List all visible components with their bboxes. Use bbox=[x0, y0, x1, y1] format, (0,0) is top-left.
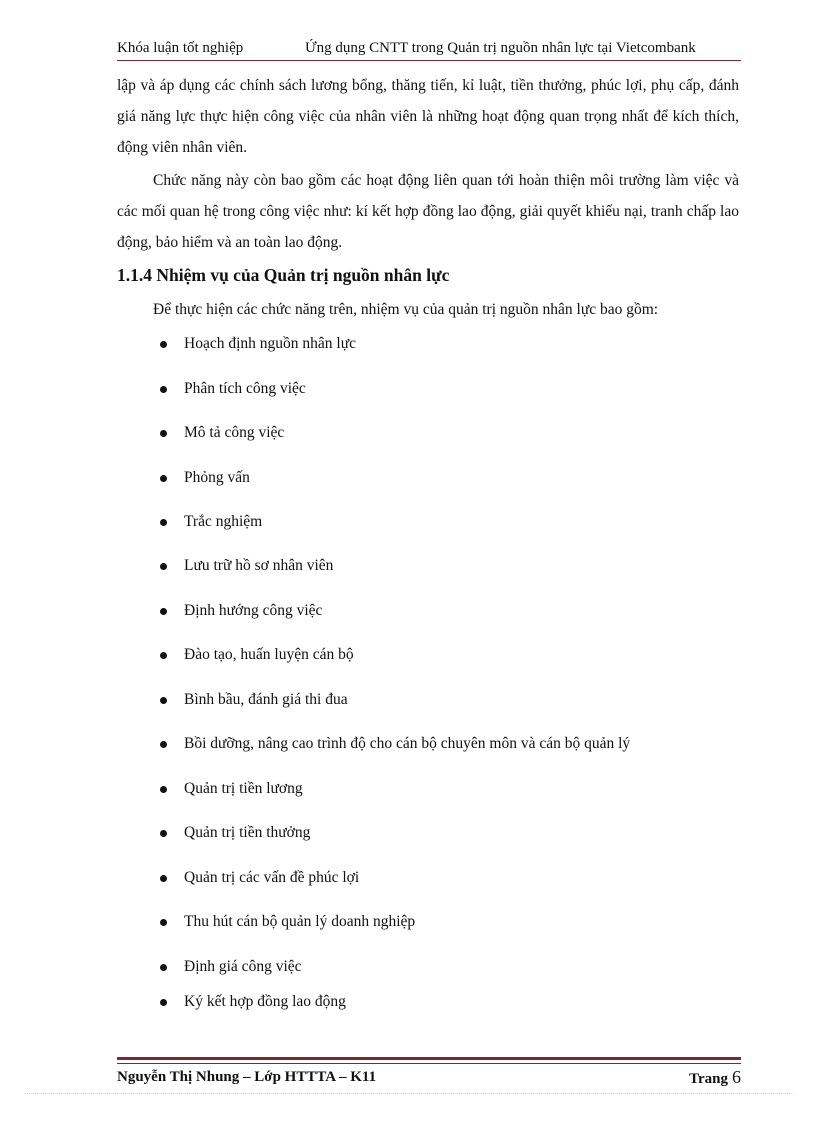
paragraph-continued: lập và áp dụng các chính sách lương bổng, thăng tiến, kỉ luật, tiền thưởng, phúc lợi, phụ cấp, đánh giá năng lực thực hiện công việc của nhân viên là những hoạt động quan trọng nhất để kích thích, động viên nhân viên. bbox=[117, 77, 739, 156]
bullet-icon bbox=[160, 430, 167, 437]
list-item bbox=[160, 989, 760, 1015]
header-thesis-label: Khóa luận tốt nghiệp bbox=[117, 40, 244, 56]
bullet-icon bbox=[160, 964, 167, 971]
list-item bbox=[160, 465, 760, 491]
list-item bbox=[160, 820, 760, 846]
bullet-icon bbox=[160, 386, 167, 393]
list-item-label: Hoạch định nguồn nhân lực bbox=[184, 335, 356, 352]
list-item bbox=[160, 553, 760, 579]
footer-divider-thick bbox=[117, 1057, 741, 1060]
list-item-label: Ký kết hợp đồng lao động bbox=[184, 993, 346, 1010]
bullet-icon bbox=[160, 475, 167, 482]
list-item bbox=[160, 331, 760, 357]
list-item-label: Phỏng vấn bbox=[184, 469, 250, 486]
header-divider bbox=[117, 60, 741, 61]
list-item-label: Đào tạo, huấn luyện cán bộ bbox=[184, 646, 354, 663]
list-item bbox=[160, 776, 760, 802]
list-item-label: Quản trị tiền lương bbox=[184, 780, 303, 797]
list-item-label: Lưu trữ hồ sơ nhân viên bbox=[184, 557, 334, 574]
list-item-label: Định giá công việc bbox=[184, 958, 302, 975]
list-item bbox=[160, 420, 760, 446]
page-header bbox=[117, 38, 741, 60]
bullet-icon bbox=[160, 830, 167, 837]
bullet-icon bbox=[160, 875, 167, 882]
list-item-label: Bồi dưỡng, nâng cao trình độ cho cán bộ chuyên môn và cán bộ quản lý bbox=[184, 735, 631, 752]
bullet-icon bbox=[160, 786, 167, 793]
list-item bbox=[160, 642, 760, 668]
list-item bbox=[160, 731, 760, 757]
page-bottom-border bbox=[24, 1093, 794, 1094]
list-item-label: Quản trị tiền thưởng bbox=[184, 824, 311, 841]
page-footer bbox=[117, 1066, 741, 1090]
list-item bbox=[160, 909, 760, 935]
list-item bbox=[160, 598, 760, 624]
bullet-icon bbox=[160, 919, 167, 926]
list-item-label: Bình bầu, đánh giá thi đua bbox=[184, 691, 348, 708]
list-item bbox=[160, 376, 760, 402]
bullet-icon bbox=[160, 652, 167, 659]
list-item bbox=[160, 954, 760, 980]
paragraph-function-scope: Chức năng này còn bao gồm các hoạt động liên quan tới hoàn thiện môi trường làm việc và các mối quan hệ trong công việc như: kí kết hợp đồng lao động, giải quyết khiếu nại, tranh chấp lao động, bảo hiểm và an toàn lao động. bbox=[117, 172, 739, 251]
footer-page-label: Trang bbox=[689, 1071, 728, 1087]
bullet-icon bbox=[160, 608, 167, 615]
list-item-label: Phân tích công việc bbox=[184, 380, 306, 397]
list-item-label: Định hướng công việc bbox=[184, 602, 323, 619]
footer-page bbox=[689, 1066, 741, 1090]
list-item bbox=[160, 509, 760, 535]
bullet-icon bbox=[160, 697, 167, 704]
list-item-label: Thu hút cán bộ quản lý doanh nghiệp bbox=[184, 913, 416, 930]
list-item bbox=[160, 865, 760, 891]
header-thesis-title: Ứng dụng CNTT trong Quản trị nguồn nhân lực tại Vietcombank bbox=[305, 40, 696, 56]
bullet-icon bbox=[160, 519, 167, 526]
list-item-label: Trắc nghiệm bbox=[184, 513, 263, 530]
bullet-icon bbox=[160, 563, 167, 570]
section-intro: Để thực hiện các chức năng trên, nhiệm vụ của quản trị nguồn nhân lực bao gồm: bbox=[153, 301, 659, 318]
footer-page-number: 6 bbox=[732, 1067, 741, 1087]
bullet-icon bbox=[160, 341, 167, 348]
bullet-icon bbox=[160, 999, 167, 1006]
footer-author: Nguyễn Thị Nhung – Lớp HTTTA – K11 bbox=[117, 1069, 377, 1085]
list-item bbox=[160, 687, 760, 713]
list-item-label: Mô tả công việc bbox=[184, 424, 285, 441]
section-heading: 1.1.4 Nhiệm vụ của Quản trị nguồn nhân lực bbox=[117, 265, 450, 285]
footer-divider-thin bbox=[117, 1063, 741, 1064]
list-item-label: Quản trị các vấn đề phúc lợi bbox=[184, 869, 360, 886]
bullet-icon bbox=[160, 741, 167, 748]
